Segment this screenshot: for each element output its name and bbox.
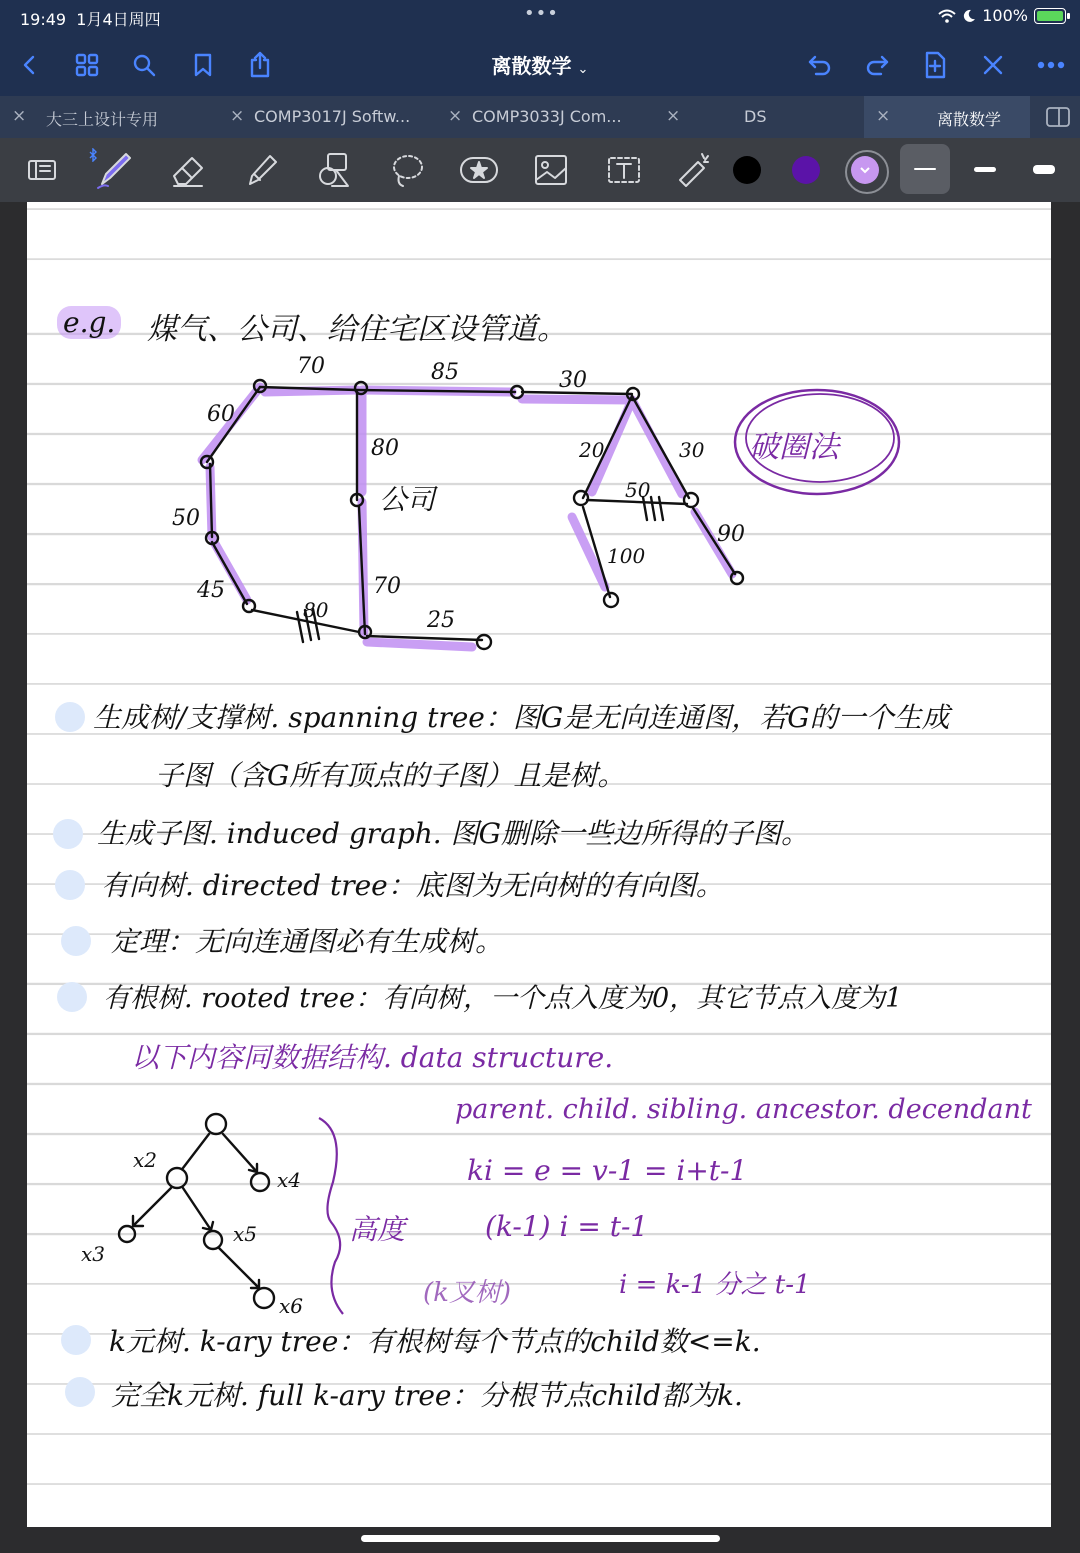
weight-label: 60 — [207, 402, 235, 427]
color-lavender[interactable] — [851, 156, 879, 184]
stroke-thin[interactable] — [900, 144, 950, 194]
weight-label: 70 — [297, 354, 325, 379]
tab-bar — [0, 96, 1080, 138]
def-spanning-tree-cont: 子图（含G所有顶点的子图）且是树。 — [155, 759, 626, 792]
def-directed-tree: 有向树. directed tree：底图为无向树的有向图。 — [101, 869, 724, 902]
lasso-icon[interactable] — [385, 148, 429, 192]
moon-icon — [962, 9, 976, 23]
bullet-point — [61, 1325, 91, 1355]
def-k-ary-tree: k元树. k-ary tree：有根树每个节点的child数<=k. — [109, 1325, 761, 1358]
def-spanning-tree: 生成树/支撑树. spanning tree：图G是无向连通图，若G的一个生成 — [93, 701, 950, 734]
close-icon[interactable] — [976, 48, 1010, 82]
battery-icon — [1034, 8, 1066, 24]
eraser-icon[interactable] — [166, 148, 210, 192]
more-icon[interactable] — [1034, 48, 1068, 82]
weight-label: 25 — [427, 608, 455, 633]
text-icon[interactable] — [602, 148, 646, 192]
tab-close-icon[interactable]: × — [448, 106, 463, 126]
weight-label: 30 — [679, 438, 705, 462]
def-induced-graph: 生成子图. induced graph. 图G删除一些边所得的子图。 — [97, 817, 809, 850]
company-label: 公司 — [379, 483, 436, 516]
tab-design[interactable]: × 大三上设计专用 — [12, 106, 159, 129]
height-label: 高度 — [349, 1213, 406, 1246]
pen-icon[interactable] — [92, 148, 136, 192]
tab-close-icon[interactable]: × — [876, 106, 891, 126]
highlighter-icon[interactable] — [240, 148, 284, 192]
weight-label: 80 — [303, 598, 329, 622]
shapes-icon[interactable] — [312, 148, 356, 192]
tab-discrete-math[interactable]: × 离散数学 — [864, 96, 1030, 138]
circled-note: 破圈法 — [749, 430, 839, 465]
home-indicator[interactable] — [361, 1535, 720, 1542]
weight-label: 80 — [371, 436, 399, 461]
status-right — [938, 6, 1066, 25]
weight-label: 90 — [717, 522, 745, 547]
weight-label: 50 — [172, 506, 200, 531]
node-label: x4 — [277, 1168, 302, 1192]
eg-text: 煤气、公司、给住宅区设管道。 — [147, 312, 567, 347]
color-purple[interactable] — [792, 156, 820, 184]
def-full-k-ary-tree: 完全k元树. full k-ary tree：分根节点child都为k. — [111, 1379, 743, 1412]
node-label: x5 — [233, 1222, 258, 1246]
weight-label: 45 — [197, 578, 225, 603]
node-label: x3 — [81, 1242, 106, 1266]
notebook-page[interactable] — [27, 202, 1051, 1527]
redo-icon[interactable] — [860, 48, 894, 82]
weight-label: 85 — [431, 360, 459, 385]
status-bar — [0, 0, 1080, 34]
reader-mode-icon[interactable] — [20, 148, 64, 192]
node-label: x6 — [279, 1294, 304, 1318]
add-page-icon[interactable] — [918, 48, 952, 82]
tab-close-icon[interactable]: × — [230, 106, 245, 126]
def-rooted-tree: 有根树. rooted tree：有向树，一个点入度为0，其它节点入度为1 — [103, 983, 903, 1014]
tab-comp3033j[interactable]: × COMP3033J Com... — [448, 106, 622, 126]
eg-label: e.g. — [57, 306, 121, 339]
stroke-thick[interactable] — [1019, 144, 1069, 194]
wifi-icon — [938, 9, 956, 23]
data-structure-note: 以下内容同数据结构. data structure. — [131, 1041, 614, 1074]
weight-label: 30 — [559, 368, 587, 393]
weight-label: 20 — [579, 438, 605, 462]
weight-label: 50 — [625, 478, 651, 502]
bullet-point — [65, 1377, 95, 1407]
navigation-bar — [0, 34, 1080, 96]
equation-1: ki = e = v-1 = i+t-1 — [467, 1154, 748, 1187]
battery-percent: 100% — [982, 6, 1028, 25]
k-ary-note: (k叉树) — [423, 1278, 512, 1308]
elements-icon[interactable] — [457, 148, 501, 192]
toolbar — [0, 138, 1080, 202]
multitasking-dots[interactable]: ••• — [524, 3, 559, 24]
weight-label: 70 — [373, 574, 401, 599]
tab-ds[interactable]: × DS — [666, 106, 767, 126]
color-black[interactable] — [733, 156, 761, 184]
stroke-medium[interactable] — [960, 144, 1010, 194]
image-icon[interactable] — [529, 148, 573, 192]
split-view-icon[interactable] — [1030, 96, 1080, 138]
weight-label: 100 — [607, 544, 646, 568]
document-title[interactable]: 离散数学 ⌄ — [491, 54, 589, 78]
tab-comp3017j[interactable]: × COMP3017J Softw... — [230, 106, 411, 126]
tree-terms: parent. child. sibling. ancestor. decendant — [455, 1094, 1032, 1125]
status-time: 19:49 1月4日周四 — [20, 10, 161, 29]
theorem: 定理：无向连通图必有生成树。 — [111, 925, 504, 958]
node-label: x2 — [133, 1148, 158, 1172]
laser-pointer-icon[interactable] — [670, 148, 714, 192]
tab-close-icon[interactable]: × — [666, 106, 681, 126]
undo-icon[interactable] — [803, 48, 837, 82]
tab-close-icon[interactable]: × — [12, 106, 27, 126]
equation-2: (k-1) i = t-1 — [485, 1210, 649, 1243]
equation-3: i = k-1 分之 t-1 — [619, 1270, 811, 1300]
height-brace — [319, 1118, 343, 1314]
